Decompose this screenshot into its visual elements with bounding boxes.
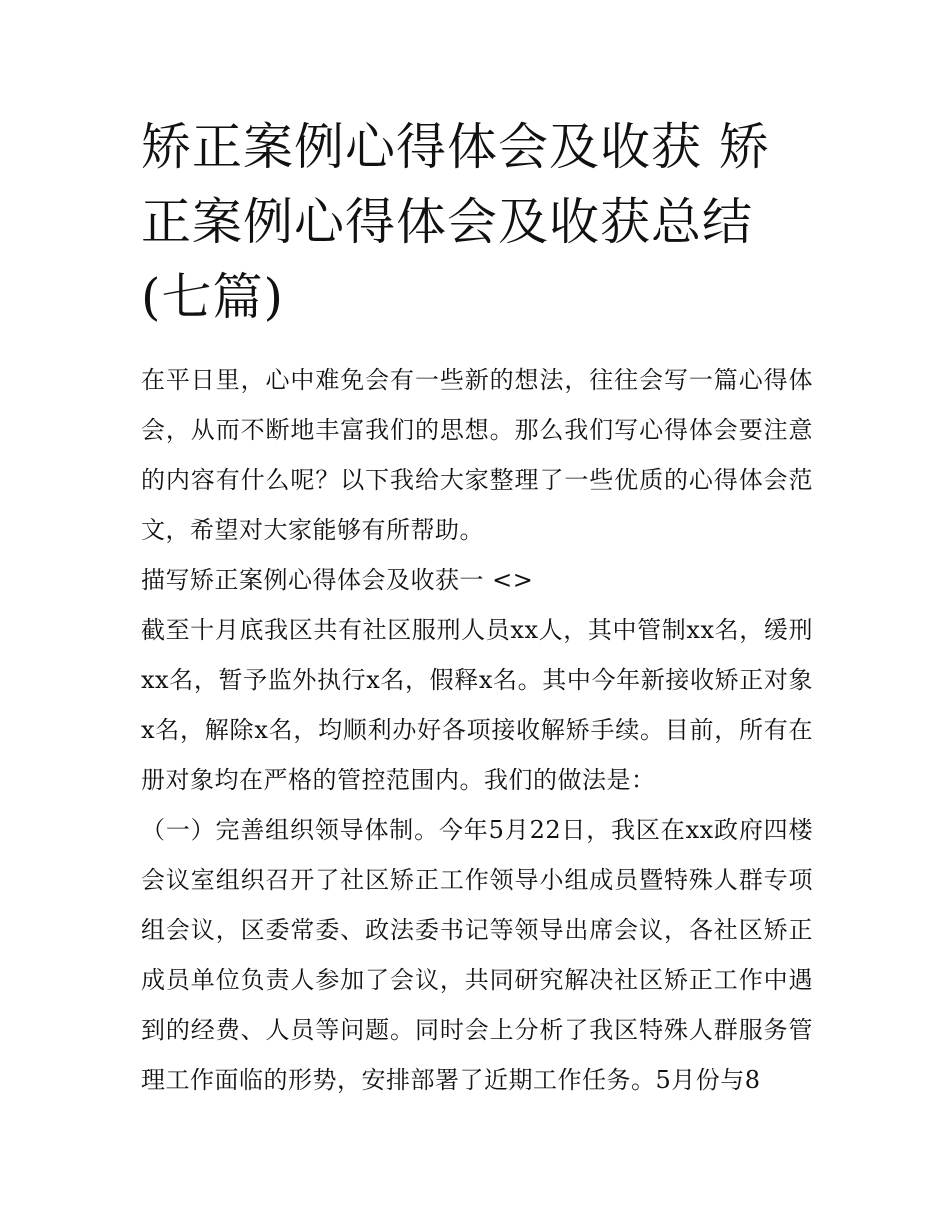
body-paragraph-1: 截至十月底我区共有社区服刑人员xx人，其中管制xx名，缓刑xx名，暂予监外执行x名，假释x名。其中今年新接收矫正对象x名，解除x名，均顺利办好各项接收解矫手续。目前，所有在册对象均在严格的管控范围内。我们的做法是：: [141, 616, 813, 794]
body-paragraph-2: （一）完善组织领导体制。今年5月22日，我区在xx政府四楼会议室组织召开了社区矫正工作领导小组成员暨特殊人群专项组会议，区委常委、政法委书记等领导出席会议，各社区矫正成员单位负责人参加了会议，共同研究解决社区矫正工作中遇到的经费、人员等问题。同时会上分析了我区特殊人群服务管理工作面临的形势，安排部署了近期工作任务。5月份与8: [141, 816, 813, 1094]
document-title: 矫正案例心得体会及收获 矫正案例心得体会及收获总结(七篇): [141, 118, 770, 326]
document-page: [141, 110, 813, 1105]
section-heading: 描写矫正案例心得体会及收获一 <>: [141, 566, 534, 594]
document-body: [141, 355, 813, 1105]
intro-paragraph: 在平日里，心中难免会有一些新的想法，往往会写一篇心得体会，从而不断地丰富我们的思想。那么我们写心得体会要注意的内容有什么呢？以下我给大家整理了一些优质的心得体会范文，希望对大家能够有所帮助。: [141, 366, 813, 544]
